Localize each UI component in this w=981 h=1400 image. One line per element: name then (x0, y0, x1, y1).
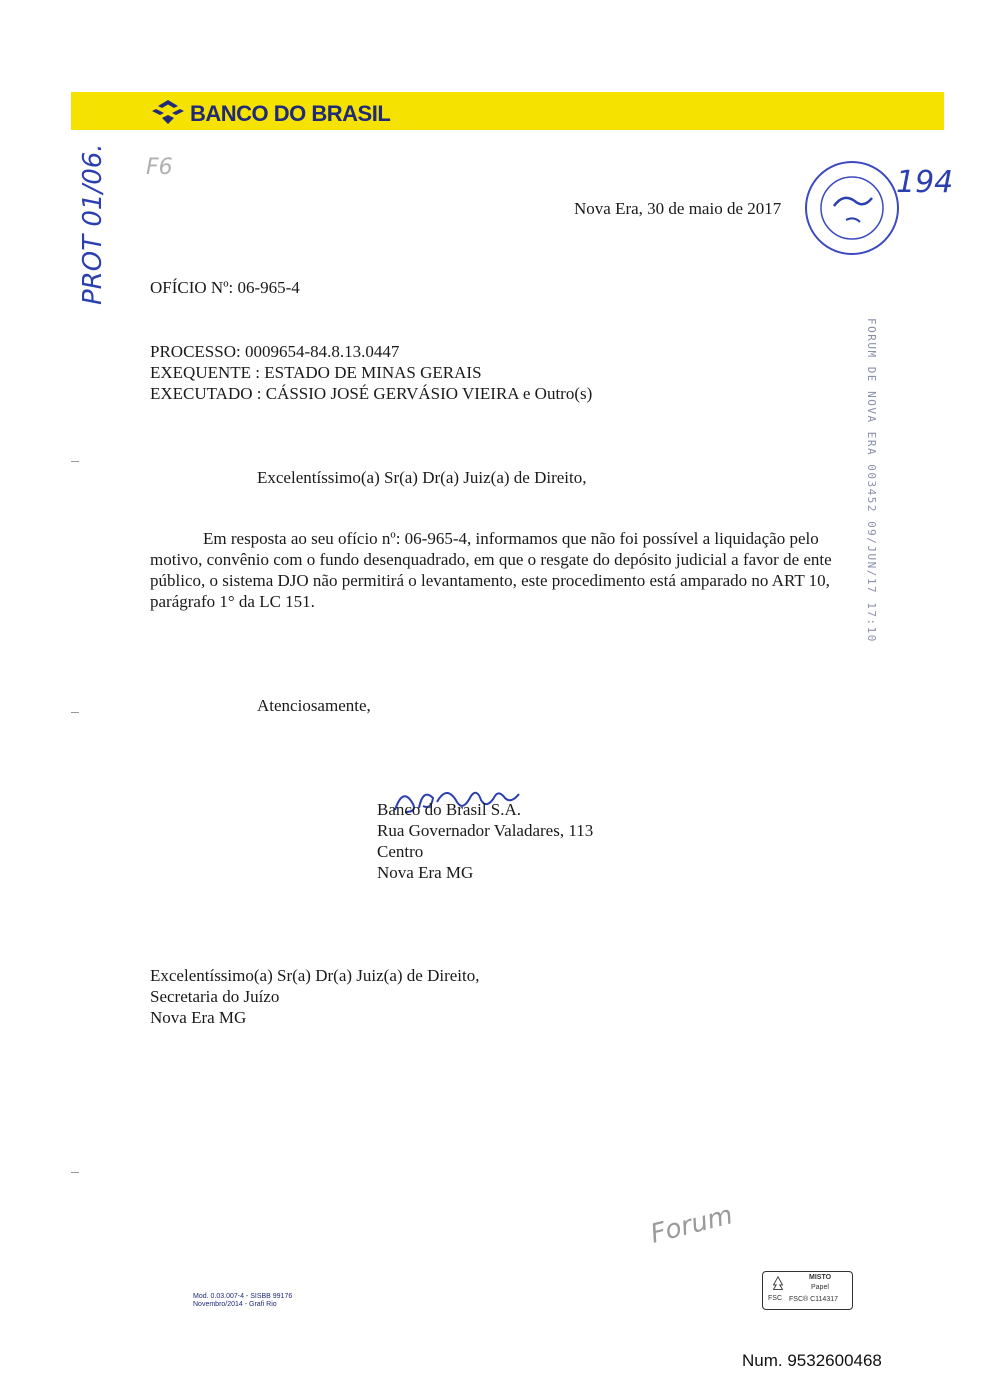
body-paragraph (150, 528, 863, 612)
secretaria-stamp-icon (802, 158, 902, 258)
handwritten-prot: PROT 01/06. (78, 143, 108, 305)
fsc-badge (762, 1271, 853, 1310)
form-model-info (193, 1293, 292, 1309)
sender-block (377, 799, 593, 883)
sender-bank: Banco do Brasil S.A. (377, 800, 522, 819)
oficio-number: OFÍCIO Nº: 06-965-4 (150, 278, 300, 297)
processo-line: PROCESSO: 0009654-84.8.13.0447 (150, 342, 400, 361)
sender-city: Nova Era MG (377, 863, 474, 882)
handwritten-forum: Forum (647, 1200, 736, 1250)
forum-receipt-stamp: FORUM DE NOVA ERA 003452 09/JUN/17 17:10 (865, 318, 878, 643)
margin-mark (71, 712, 79, 713)
fsc-code: FSC® C114317 (789, 1296, 838, 1303)
fsc-tree-icon (769, 1275, 787, 1293)
salutation: Excelentíssimo(a) Sr(a) Dr(a) Juiz(a) de Direito, (257, 468, 587, 487)
handwritten-fl: F6 (146, 155, 173, 180)
recipient-title: Excelentíssimo(a) Sr(a) Dr(a) Juiz(a) de Direito, (150, 966, 480, 985)
banco-do-brasil-logo-icon (152, 99, 184, 125)
body-line: motivo, convênio com o fundo desenquadrado, em que o resgate do depósito judicial a favor de ente (150, 550, 832, 569)
case-info (150, 341, 592, 404)
fsc-papel: Papel (811, 1284, 829, 1291)
sender-street: Rua Governador Valadares, 113 (377, 821, 594, 840)
handwritten-page-number: 194 (896, 165, 954, 200)
recipient-city: Nova Era MG (150, 1008, 247, 1027)
date-line: Nova Era, 30 de maio de 2017 (574, 199, 782, 218)
body-line: público, o sistema DJO não permitirá o levantamento, este procedimento está amparado no ART 10, (150, 571, 830, 590)
margin-mark (71, 461, 79, 462)
form-model-line: Novembro/2014 - Grafi Rio (193, 1301, 277, 1308)
recipient-office: Secretaria do Juízo (150, 987, 280, 1006)
body-line: parágrafo 1° da LC 151. (150, 592, 315, 611)
executado-line: EXECUTADO : CÁSSIO JOSÉ GERVÁSIO VIEIRA e Outro(s) (150, 384, 593, 403)
exequente-line: EXEQUENTE : ESTADO DE MINAS GERAIS (150, 363, 482, 382)
fsc-misto: MISTO (809, 1274, 832, 1281)
brand-name: BANCO DO BRASIL (190, 101, 391, 126)
body-line: Em resposta ao seu ofício nº: 06-965-4, informamos que não foi possível a liquidação pelo (203, 529, 819, 548)
recipient-block (150, 965, 479, 1028)
margin-mark (71, 1172, 79, 1173)
document-number: Num. 9532600468 (742, 1351, 882, 1370)
sender-district: Centro (377, 842, 424, 861)
form-model-line: Mod. 0.03.007-4 - SISBB 99176 (193, 1293, 293, 1300)
closing: Atenciosamente, (257, 696, 371, 715)
fsc-label: FSC (768, 1295, 782, 1302)
